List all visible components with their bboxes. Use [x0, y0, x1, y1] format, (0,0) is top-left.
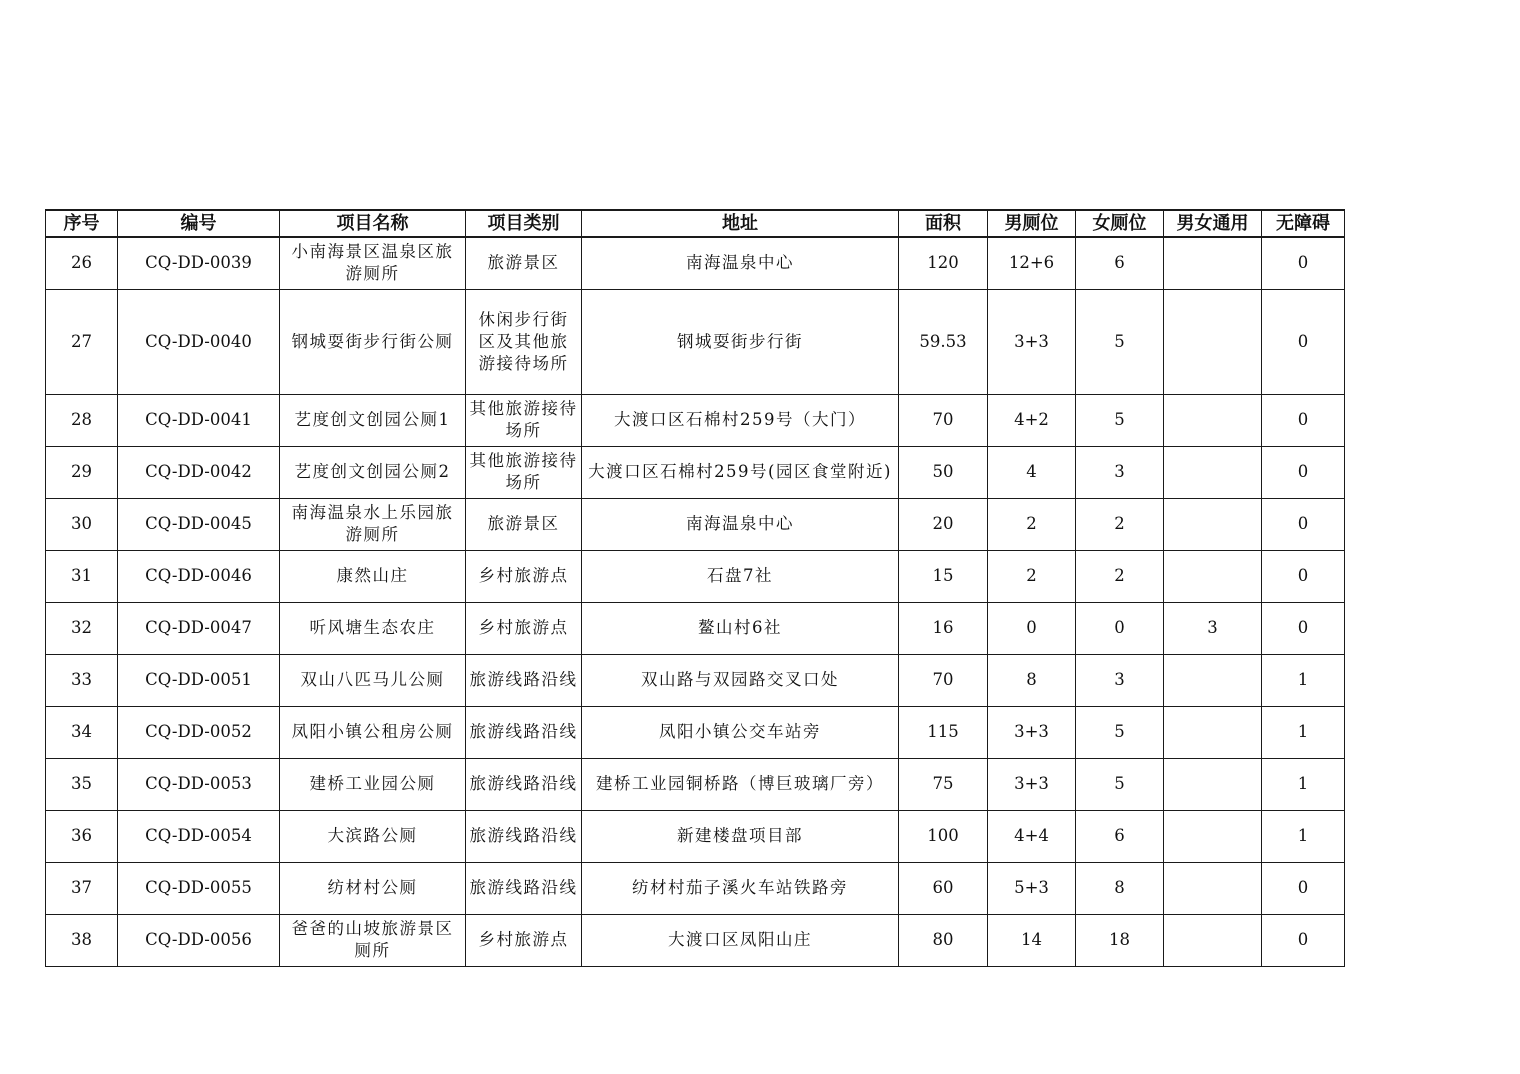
cell-address: 钢城耍街步行街 [582, 289, 899, 394]
cell-unisex [1164, 654, 1262, 706]
cell-category: 旅游线路沿线 [466, 654, 582, 706]
cell-male-stalls: 14 [988, 914, 1076, 966]
cell-female-stalls: 5 [1076, 758, 1164, 810]
cell-female-stalls: 6 [1076, 810, 1164, 862]
cell-area: 115 [899, 706, 988, 758]
table-row [46, 289, 1345, 394]
cell-category: 乡村旅游点 [466, 914, 582, 966]
cell-male-stalls: 12+6 [988, 237, 1076, 289]
cell-name: 南海温泉水上乐园旅游厕所 [280, 498, 466, 550]
cell-accessible: 0 [1262, 289, 1345, 394]
cell-name: 钢城耍街步行街公厕 [280, 289, 466, 394]
cell-accessible: 0 [1262, 550, 1345, 602]
cell-unisex [1164, 810, 1262, 862]
col-header-category: 项目类别 [466, 210, 582, 237]
cell-female-stalls: 2 [1076, 550, 1164, 602]
table-row [46, 810, 1345, 862]
cell-area: 59.53 [899, 289, 988, 394]
cell-area: 70 [899, 654, 988, 706]
cell-category: 其他旅游接待场所 [466, 394, 582, 446]
cell-male-stalls: 4+4 [988, 810, 1076, 862]
cell-accessible: 0 [1262, 394, 1345, 446]
col-header-code: 编号 [118, 210, 280, 237]
cell-unisex [1164, 862, 1262, 914]
cell-address: 大渡口区石棉村259号（大门） [582, 394, 899, 446]
cell-category: 休闲步行街区及其他旅游接待场所 [466, 289, 582, 394]
cell-address: 大渡口区凤阳山庄 [582, 914, 899, 966]
cell-area: 70 [899, 394, 988, 446]
cell-code: CQ-DD-0051 [118, 654, 280, 706]
cell-male-stalls: 3+3 [988, 758, 1076, 810]
cell-category: 其他旅游接待场所 [466, 446, 582, 498]
cell-female-stalls: 5 [1076, 394, 1164, 446]
table-row [46, 602, 1345, 654]
cell-accessible: 1 [1262, 810, 1345, 862]
cell-name: 凤阳小镇公租房公厕 [280, 706, 466, 758]
cell-code: CQ-DD-0039 [118, 237, 280, 289]
cell-seq: 33 [46, 654, 118, 706]
cell-area: 120 [899, 237, 988, 289]
cell-seq: 31 [46, 550, 118, 602]
cell-code: CQ-DD-0054 [118, 810, 280, 862]
cell-seq: 26 [46, 237, 118, 289]
cell-address: 大渡口区石棉村259号(园区食堂附近) [582, 446, 899, 498]
cell-name: 爸爸的山坡旅游景区厕所 [280, 914, 466, 966]
table-row [46, 498, 1345, 550]
cell-unisex [1164, 914, 1262, 966]
cell-seq: 28 [46, 394, 118, 446]
cell-male-stalls: 0 [988, 602, 1076, 654]
cell-accessible: 1 [1262, 654, 1345, 706]
cell-code: CQ-DD-0040 [118, 289, 280, 394]
cell-name: 艺度创文创园公厕2 [280, 446, 466, 498]
cell-female-stalls: 3 [1076, 446, 1164, 498]
cell-unisex: 3 [1164, 602, 1262, 654]
cell-accessible: 1 [1262, 758, 1345, 810]
cell-male-stalls: 2 [988, 550, 1076, 602]
cell-unisex [1164, 550, 1262, 602]
cell-code: CQ-DD-0045 [118, 498, 280, 550]
cell-area: 100 [899, 810, 988, 862]
col-header-seq: 序号 [46, 210, 118, 237]
cell-seq: 35 [46, 758, 118, 810]
cell-category: 乡村旅游点 [466, 550, 582, 602]
col-header-accessible: 无障碍 [1262, 210, 1345, 237]
cell-name: 大滨路公厕 [280, 810, 466, 862]
cell-unisex [1164, 498, 1262, 550]
cell-seq: 36 [46, 810, 118, 862]
cell-address: 南海温泉中心 [582, 237, 899, 289]
cell-male-stalls: 4+2 [988, 394, 1076, 446]
cell-seq: 34 [46, 706, 118, 758]
cell-category: 乡村旅游点 [466, 602, 582, 654]
cell-female-stalls: 5 [1076, 289, 1164, 394]
table-row [46, 550, 1345, 602]
cell-female-stalls: 6 [1076, 237, 1164, 289]
cell-name: 双山八匹马儿公厕 [280, 654, 466, 706]
cell-area: 50 [899, 446, 988, 498]
table-row [46, 394, 1345, 446]
cell-address: 新建楼盘项目部 [582, 810, 899, 862]
cell-seq: 29 [46, 446, 118, 498]
table-row [46, 758, 1345, 810]
table-row [46, 237, 1345, 289]
cell-area: 15 [899, 550, 988, 602]
cell-category: 旅游景区 [466, 498, 582, 550]
cell-accessible: 1 [1262, 706, 1345, 758]
table-row [46, 706, 1345, 758]
cell-male-stalls: 5+3 [988, 862, 1076, 914]
cell-name: 听风塘生态农庄 [280, 602, 466, 654]
cell-female-stalls: 0 [1076, 602, 1164, 654]
cell-name: 康然山庄 [280, 550, 466, 602]
cell-category: 旅游线路沿线 [466, 706, 582, 758]
table-row [46, 914, 1345, 966]
cell-female-stalls: 2 [1076, 498, 1164, 550]
table-body [46, 237, 1345, 966]
cell-accessible: 0 [1262, 498, 1345, 550]
cell-unisex [1164, 446, 1262, 498]
cell-male-stalls: 3+3 [988, 706, 1076, 758]
cell-address: 纺材村茄子溪火车站铁路旁 [582, 862, 899, 914]
cell-seq: 32 [46, 602, 118, 654]
cell-unisex [1164, 706, 1262, 758]
table-row [46, 446, 1345, 498]
cell-accessible: 0 [1262, 862, 1345, 914]
cell-code: CQ-DD-0055 [118, 862, 280, 914]
cell-address: 凤阳小镇公交车站旁 [582, 706, 899, 758]
cell-area: 16 [899, 602, 988, 654]
table-row [46, 862, 1345, 914]
cell-unisex [1164, 394, 1262, 446]
cell-seq: 38 [46, 914, 118, 966]
cell-seq: 37 [46, 862, 118, 914]
cell-area: 75 [899, 758, 988, 810]
col-header-female-stalls: 女厕位 [1076, 210, 1164, 237]
cell-accessible: 0 [1262, 237, 1345, 289]
cell-male-stalls: 2 [988, 498, 1076, 550]
cell-unisex [1164, 758, 1262, 810]
cell-seq: 30 [46, 498, 118, 550]
cell-category: 旅游景区 [466, 237, 582, 289]
cell-area: 80 [899, 914, 988, 966]
cell-category: 旅游线路沿线 [466, 862, 582, 914]
col-header-male-stalls: 男厕位 [988, 210, 1076, 237]
cell-address: 双山路与双园路交叉口处 [582, 654, 899, 706]
col-header-unisex: 男女通用 [1164, 210, 1262, 237]
col-header-address: 地址 [582, 210, 899, 237]
cell-area: 60 [899, 862, 988, 914]
cell-male-stalls: 4 [988, 446, 1076, 498]
cell-code: CQ-DD-0041 [118, 394, 280, 446]
table-header [46, 210, 1345, 237]
cell-female-stalls: 3 [1076, 654, 1164, 706]
cell-area: 20 [899, 498, 988, 550]
cell-code: CQ-DD-0056 [118, 914, 280, 966]
cell-code: CQ-DD-0046 [118, 550, 280, 602]
cell-unisex [1164, 237, 1262, 289]
cell-female-stalls: 5 [1076, 706, 1164, 758]
cell-name: 建桥工业园公厕 [280, 758, 466, 810]
cell-address: 鳌山村6社 [582, 602, 899, 654]
cell-code: CQ-DD-0053 [118, 758, 280, 810]
cell-accessible: 0 [1262, 914, 1345, 966]
cell-male-stalls: 8 [988, 654, 1076, 706]
cell-female-stalls: 8 [1076, 862, 1164, 914]
cell-address: 石盘7社 [582, 550, 899, 602]
cell-category: 旅游线路沿线 [466, 758, 582, 810]
cell-seq: 27 [46, 289, 118, 394]
table-row [46, 654, 1345, 706]
cell-address: 南海温泉中心 [582, 498, 899, 550]
cell-female-stalls: 18 [1076, 914, 1164, 966]
cell-name: 小南海景区温泉区旅游厕所 [280, 237, 466, 289]
toilet-registry-table [45, 209, 1345, 967]
cell-name: 纺材村公厕 [280, 862, 466, 914]
cell-name: 艺度创文创园公厕1 [280, 394, 466, 446]
col-header-area: 面积 [899, 210, 988, 237]
cell-code: CQ-DD-0052 [118, 706, 280, 758]
cell-address: 建桥工业园铜桥路（博巨玻璃厂旁） [582, 758, 899, 810]
col-header-name: 项目名称 [280, 210, 466, 237]
cell-accessible: 0 [1262, 602, 1345, 654]
cell-unisex [1164, 289, 1262, 394]
cell-male-stalls: 3+3 [988, 289, 1076, 394]
cell-code: CQ-DD-0047 [118, 602, 280, 654]
cell-accessible: 0 [1262, 446, 1345, 498]
cell-category: 旅游线路沿线 [466, 810, 582, 862]
cell-code: CQ-DD-0042 [118, 446, 280, 498]
